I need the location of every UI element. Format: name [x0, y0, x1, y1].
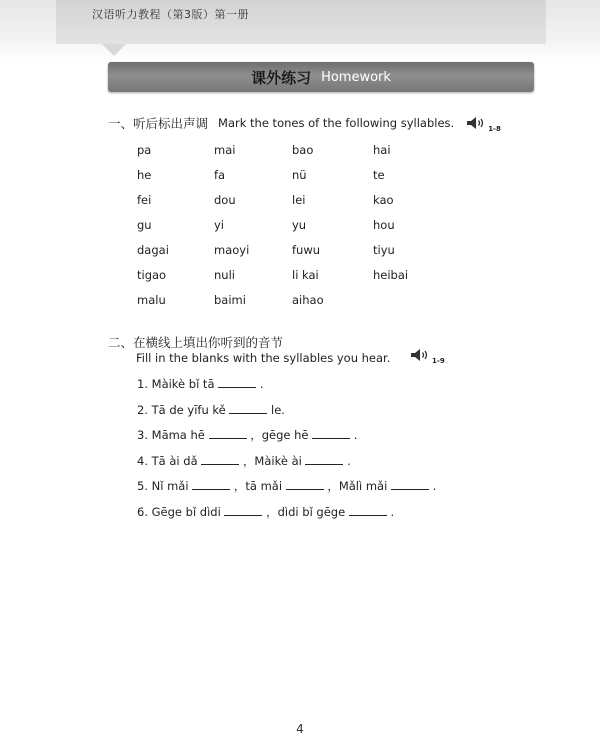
syllable: fuwu — [292, 243, 321, 257]
syllable: aihao — [292, 293, 324, 307]
exercise-item — [137, 453, 351, 469]
exercise-text: . — [353, 428, 358, 442]
answer-blank[interactable] — [391, 478, 429, 490]
exercise-text: ，Màikè ài — [242, 453, 302, 468]
syllable: dou — [214, 193, 236, 207]
homework-banner — [108, 62, 534, 92]
answer-blank[interactable] — [305, 453, 343, 465]
exercise-text: . — [347, 453, 351, 468]
syllable: heibai — [373, 268, 409, 282]
exercise-item — [137, 478, 436, 494]
section2-title-cn: 二、在横线上填出你听到的音节 — [108, 335, 284, 350]
syllable: tiyu — [373, 243, 395, 257]
running-header: 汉语听力教程（第3版）第一册 — [92, 8, 249, 21]
answer-blank[interactable] — [349, 504, 387, 516]
section2-title-en: Fill in the blanks with the syllables you hear. — [136, 351, 391, 365]
exercise-text: . — [390, 504, 395, 519]
exercise-text: 5. — [137, 479, 148, 493]
exercise-text: . — [432, 479, 437, 493]
audio-track-1-8[interactable] — [466, 116, 501, 133]
syllable: te — [373, 168, 385, 182]
syllable: malu — [137, 293, 166, 307]
syllable: gu — [137, 218, 152, 232]
answer-blank[interactable] — [192, 478, 230, 490]
exercise-text: Nǐ mǎi — [151, 479, 189, 493]
section1-heading — [108, 114, 501, 132]
track-number: 1-9 — [432, 357, 445, 365]
exercise-text: 1. — [137, 377, 148, 391]
exercise-item — [137, 376, 263, 391]
header-tab-notch — [102, 44, 126, 56]
answer-blank[interactable] — [201, 453, 239, 465]
section1-title-cn: 一、听后标出声调 — [108, 116, 209, 131]
syllable: pa — [137, 143, 152, 157]
syllable: li kai — [292, 268, 319, 282]
section2-subheading — [136, 348, 445, 365]
track-number: 1-8 — [488, 125, 501, 133]
syllable: tigao — [137, 268, 167, 282]
syllable: dagai — [137, 243, 169, 257]
exercise-text: Gēge bǐ dìdi — [151, 504, 221, 519]
banner-title-en: Homework — [321, 69, 391, 85]
exercise-text: le. — [271, 402, 285, 417]
exercise-text: Māma hē — [151, 428, 205, 442]
answer-blank[interactable] — [312, 427, 350, 439]
syllable: baimi — [214, 293, 246, 307]
syllable: maoyi — [214, 243, 250, 257]
syllable: lei — [292, 193, 306, 207]
exercise-item — [137, 504, 394, 520]
syllable: hai — [373, 143, 391, 157]
syllable: kao — [373, 193, 394, 207]
exercise-text: 6. — [137, 504, 148, 519]
syllable: he — [137, 168, 152, 182]
syllable: bao — [292, 143, 314, 157]
exercise-text: . — [259, 377, 264, 391]
syllable: fei — [137, 193, 152, 207]
exercise-text: ，tā mǎi — [233, 479, 283, 493]
answer-blank[interactable] — [286, 478, 324, 490]
exercise-text: Tā de yīfu kě — [151, 402, 226, 417]
exercise-text: 2. — [137, 402, 148, 417]
exercise-item — [137, 427, 357, 443]
answer-blank[interactable] — [224, 504, 262, 516]
exercise-text: ，Mǎlì mǎi — [327, 479, 388, 493]
exercise-text: Tā ài dǎ — [151, 453, 198, 468]
exercise-text: ，dìdi bǐ gēge — [266, 504, 346, 519]
syllable: mai — [214, 143, 236, 157]
exercise-text: Màikè bǐ tā — [151, 377, 215, 391]
syllable: fa — [214, 168, 226, 182]
section1-title-en: Mark the tones of the following syllables. — [218, 116, 455, 130]
exercise-text: 4. — [137, 453, 148, 468]
audio-track-1-9[interactable] — [410, 348, 445, 365]
answer-blank[interactable] — [209, 427, 247, 439]
exercise-item — [137, 402, 285, 417]
exercise-text: ，gēge hē — [250, 428, 309, 442]
syllable: yi — [214, 218, 225, 232]
answer-blank[interactable] — [229, 402, 267, 414]
syllable: hou — [373, 218, 395, 232]
syllable: nü — [292, 168, 307, 182]
syllable: nuli — [214, 268, 235, 282]
exercise-text: 3. — [137, 428, 148, 442]
syllable: yu — [292, 218, 307, 232]
page-number: 4 — [296, 722, 304, 736]
speaker-icon — [466, 116, 486, 130]
answer-blank[interactable] — [218, 376, 256, 388]
banner-title-cn: 课外练习 — [251, 68, 312, 87]
speaker-icon — [410, 348, 430, 362]
